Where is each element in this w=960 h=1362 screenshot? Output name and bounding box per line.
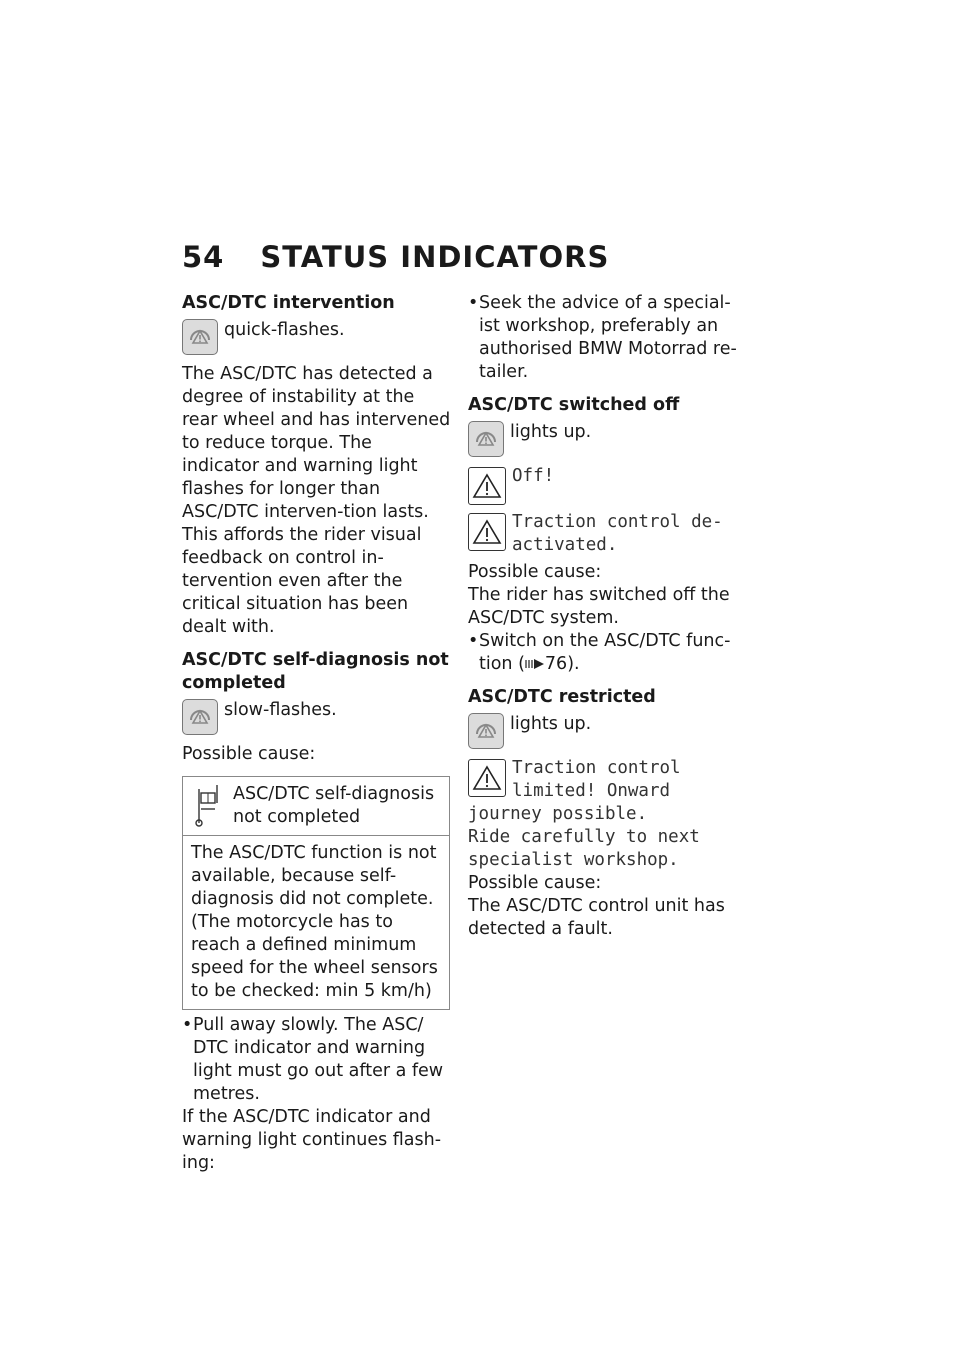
display-text: Off! (512, 466, 555, 486)
asc-dtc-indicator-icon (182, 319, 218, 355)
indicator-text: quick-flashes. (224, 320, 345, 340)
indicator-row (468, 421, 744, 457)
paragraph: The ASC/DTC control unit has detected a fault. (468, 896, 725, 939)
page-title (182, 240, 609, 274)
possible-cause-label: Possible cause: (468, 562, 602, 582)
possible-cause-label: Possible cause: (182, 744, 316, 764)
display-text-line: journey possible. (468, 804, 648, 824)
left-column (182, 292, 452, 1175)
display-message (468, 465, 744, 505)
section-heading-self-diagnosis: ASC/DTC self-diagnosis not completed (182, 650, 449, 693)
display-text-line: limited! Onward (512, 781, 671, 801)
display-text-line: Traction control de- (512, 512, 723, 532)
display-message (468, 757, 744, 803)
indicator-row (468, 713, 744, 749)
indicator-text: lights up. (510, 714, 592, 734)
bullet-item: • Switch on the ASC/DTC func-tion ( 76). (468, 631, 731, 674)
right-column (468, 292, 744, 941)
info-box-header (183, 777, 449, 836)
indicator-text: slow-flashes. (224, 700, 337, 720)
indicator-row (182, 319, 452, 355)
paragraph: The rider has switched off the ASC/DTC system. (468, 585, 730, 628)
page-number: 54 (182, 240, 225, 274)
page-reference-link[interactable]: 76 (544, 654, 568, 674)
asc-dtc-indicator-icon (468, 421, 504, 457)
info-box-title: ASC/DTC self-diagnosis not completed (233, 784, 435, 827)
display-message (468, 511, 744, 557)
asc-dtc-indicator-icon (182, 699, 218, 735)
paragraph: The ASC/DTC has detected a degree of instability at the rear wheel and has intervened to reduce torque. The indicator and warning light flashes for longer than ASC/DTC interven-tion lasts. This affords the rider visual feedback on control in-tervention even after the critical situation has been dealt with. (182, 364, 451, 637)
reference-arrow-icon (525, 658, 545, 670)
display-text-line: activated. (512, 535, 618, 555)
asc-dtc-indicator-icon (468, 713, 504, 749)
section-heading-switched-off: ASC/DTC switched off (468, 395, 680, 415)
bullet-item: • Pull away slowly. The ASC/ DTC indicator and warning light must go out after a few metres. (182, 1014, 452, 1106)
bullet-text: ). (567, 654, 580, 674)
possible-cause-label: Possible cause: (468, 873, 602, 893)
paragraph: If the ASC/DTC indicator and warning light continues flash-ing: (182, 1107, 442, 1173)
bullet-text: Switch on the ASC/DTC func-tion ( (479, 631, 731, 674)
display-text-line: Ride carefully to next (468, 827, 700, 847)
warning-triangle-icon (468, 759, 506, 797)
bullet-item: • Seek the advice of a special-ist workshop, preferably an authorised BMW Motorrad re-tailer. (468, 292, 744, 384)
info-box-body: The ASC/DTC function is not available, because self-diagnosis did not complete. (The motorcycle has to reach a defined minimum speed for the wheel sensors to be checked: min 5 km/h) (191, 843, 438, 1001)
chapter-title: STATUS INDICATORS (260, 240, 610, 274)
warning-triangle-icon (468, 513, 506, 551)
display-text-line: specialist workshop. (468, 850, 679, 870)
info-box (182, 776, 450, 1010)
warning-triangle-icon (468, 467, 506, 505)
bullet-text: Seek the advice of a special-ist workshop, preferably an authorised BMW Motorrad re-tailer. (479, 293, 737, 382)
indicator-text: lights up. (510, 422, 592, 442)
display-text-line: Traction control (512, 758, 681, 778)
section-heading-asc-intervention: ASC/DTC intervention (182, 293, 395, 313)
info-icon (195, 783, 227, 829)
indicator-row (182, 699, 452, 735)
bullet-text: Pull away slowly. The ASC/ DTC indicator and warning light must go out after a few metres. (193, 1015, 444, 1104)
section-heading-restricted: ASC/DTC restricted (468, 687, 656, 707)
